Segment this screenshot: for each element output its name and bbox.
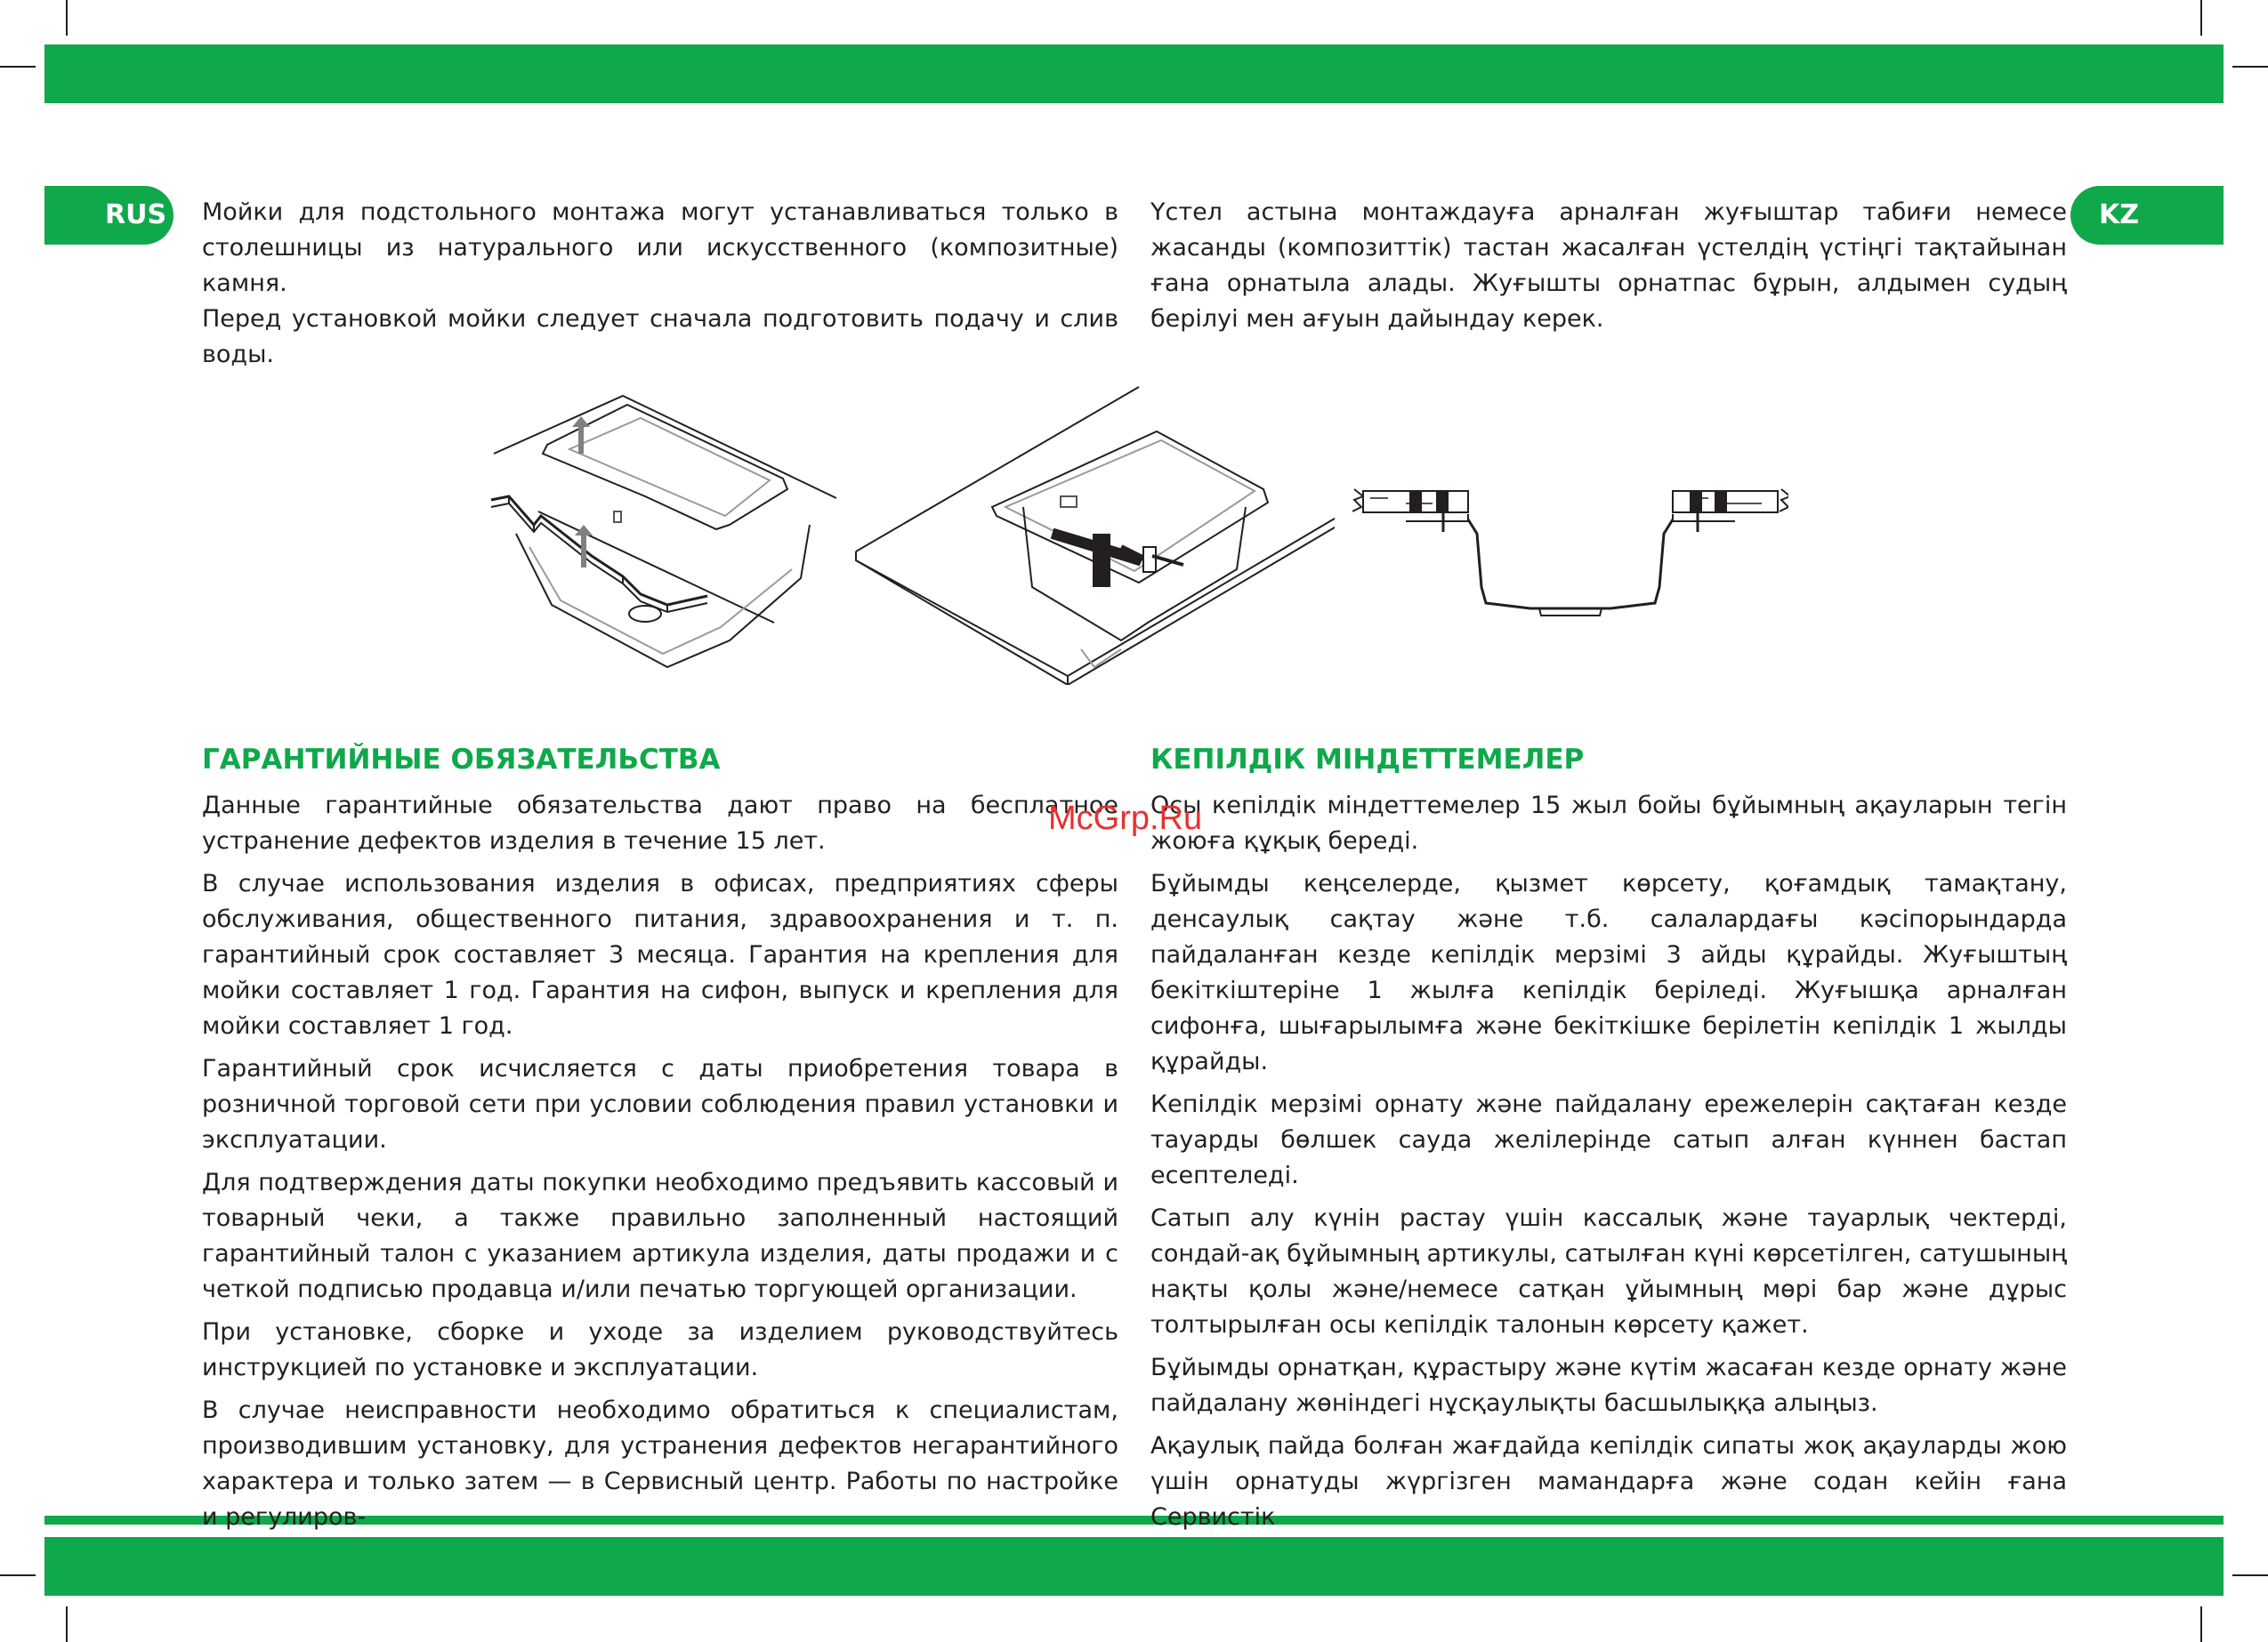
kz-intro-paragraph: Үстел астына монтаждауға арналған жуғыштар табиғи немесе жасанды (композиттік) тастан жасалған үстелдің үстіңгі тақтайынан ғана орнатыла алады. Жуғышты орнатпас бұрын, алдымен судың берілуі мен ағуын дайындау керек. xyxy=(1150,198,2067,333)
header-bar xyxy=(44,44,2224,103)
crop-mark xyxy=(0,1574,36,1576)
kz-warranty-paragraph: Бұйымды орнатқан, құрастыру және күтім жасаған кезде орнату және пайдалану жөніндегі нұсқаулықты басшылыққа алыңыз. xyxy=(1150,1354,2067,1417)
sink-mounting-illustration xyxy=(854,382,1335,685)
crop-mark xyxy=(2232,66,2268,68)
ru-warranty-paragraph: Гарантийный срок исчисляется с даты приобретения товара в розничной торговой сети при условии соблюдения правил установки и эксплуатации. xyxy=(202,1055,1118,1154)
language-tab-rus: RUS xyxy=(44,186,174,245)
ru-warranty-paragraph: В случае неисправности необходимо обратиться к специалистам, производившим установку, для устранения дефектов негарантийного характера и только затем — в Сервисный центр. Работы по настройке и регулиров- xyxy=(202,1397,1118,1531)
sink-cross-section xyxy=(1352,471,1788,623)
kz-warranty-title: КЕПІЛДІК МІНДЕТТЕМЕЛЕР xyxy=(1150,744,1585,776)
kz-intro xyxy=(1150,195,2067,337)
crop-mark xyxy=(66,0,68,36)
crop-mark xyxy=(0,66,36,68)
kz-warranty-section xyxy=(1150,735,2067,1542)
kz-warranty-paragraph: Бұйымды кеңселерде, қызмет көрсету, қоғамдық тамақтану, денсаулық сақтау және т.б. салалардағы кәсіпорындарда пайдаланған кезде кепілдік мерзімі 3 айды құрайды. Жуғыштың бекіткіштеріне 1 жылға кепілдік беріледі. Жуғышқа арналған сифонға, шығарылымға және бекіткішке берілетін кепілдік 1 жылды құрайды. xyxy=(1150,870,2067,1075)
ru-warranty-title: ГАРАНТИЙНЫЕ ОБЯЗАТЕЛЬСТВА xyxy=(202,744,721,776)
ru-warranty-paragraph: При установке, сборке и уходе за изделием руководствуйтесь инструкцией по установке и эксплуатации. xyxy=(202,1318,1118,1381)
crop-mark xyxy=(66,1606,68,1642)
crop-mark xyxy=(2200,0,2202,36)
ru-warranty-paragraph: В случае использования изделия в офисах, предприятиях сферы обслуживания, общественного питания, здравоохранения и т. п. гарантийный срок составляет 3 месяца. Гарантия на крепления для мойки составляет 1 год. Гарантия на сифон, выпуск и крепления для мойки составляет 1 год. xyxy=(202,870,1118,1040)
kz-warranty-paragraph: Ақаулық пайда болған жағдайда кепілдік сипаты жоқ ақауларды жою үшін орнатуды жүргізген мамандарға және содан кейін ғана Сервистік xyxy=(1150,1432,2067,1531)
watermark-text: McGrp.Ru xyxy=(1048,800,1203,837)
kz-warranty-paragraph: Кепілдік мерзімі орнату және пайдалану ережелерін сақтаған кезде тауарды бөлшек сауда желілерінде сатып алған күннен бастап есептеледі. xyxy=(1150,1091,2067,1189)
ru-warranty-paragraph: Для подтверждения даты покупки необходимо предъявить кассовый и товарный чеки, а также правильно заполненный настоящий гарантийный талон с указанием артикула изделия, даты продажи и с четкой подписью продавца и/или печатью торгующей организации. xyxy=(202,1169,1118,1303)
kz-warranty-paragraph: Сатып алу күнін растау үшін кассалық және тауарлық чектерді, сондай-ақ бұйымның артикулы, сатылған күні көрсетілген, сатушының нақты қолы және/немесе сатқан ұйымның мөрі бар және дұрыс толтырылған осы кепілдік талонын көрсету қажет. xyxy=(1150,1204,2067,1339)
footer-bar xyxy=(44,1537,2224,1596)
crop-mark xyxy=(2232,1574,2268,1576)
sink-lift-illustration xyxy=(489,382,845,685)
language-tab-kz: KZ xyxy=(2070,186,2224,245)
ru-intro-paragraph: Перед установкой мойки следует сначала подготовить подачу и слив воды. xyxy=(202,305,1118,368)
ru-warranty-paragraph: Данные гарантийные обязательства дают право на бесплатное устранение дефектов изделия в течение 15 лет. xyxy=(202,792,1118,855)
kz-warranty-paragraph: Осы кепілдік міндеттемелер 15 жыл бойы бұйымның ақауларын тегін жоюға құқық береді. xyxy=(1150,792,2067,855)
ru-intro-paragraph: Мойки для подстольного монтажа могут устанавливаться только в столешницы из натурального или искусственного (композитные) камня. xyxy=(202,198,1118,297)
crop-mark xyxy=(2200,1606,2202,1642)
ru-warranty-section xyxy=(202,735,1118,1542)
ru-intro xyxy=(202,195,1118,373)
